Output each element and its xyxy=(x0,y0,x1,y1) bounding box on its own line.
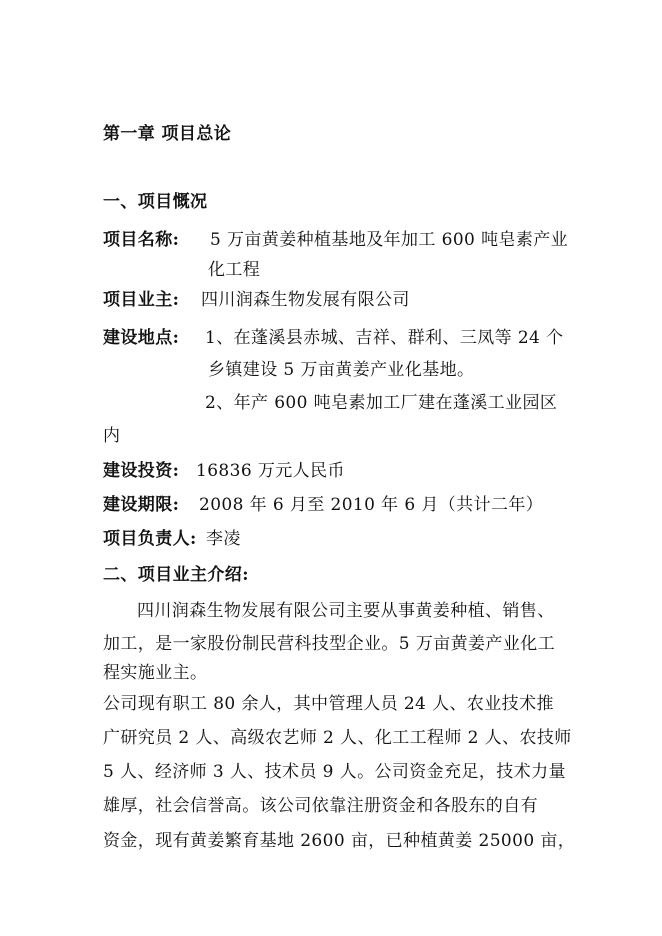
project-name-value-line1: 5 万亩黄姜种植基地及年加工 600 吨皂素产业 xyxy=(210,230,569,250)
owner-value: 四川润森生物发展有限公司 xyxy=(201,290,410,310)
location-line3: 2、年产 600 吨皂素加工厂建在蓬溪工业园区 xyxy=(205,393,558,413)
location-line2: 乡镇建设 5 万亩黄姜产业化基地。 xyxy=(208,360,475,380)
location-line1: 1、在蓬溪县赤城、吉祥、群利、三凤等 24 个 xyxy=(205,328,564,348)
para2-line5: 资金，现有黄姜繁育基地 2600 亩，已种植黄姜 25000 亩， xyxy=(103,831,576,851)
period-value: 2008 年 6 月至 2010 年 6 月（共计二年） xyxy=(199,495,544,515)
leader-label: 项目负责人: xyxy=(103,529,197,549)
chapter-title: 第一章 项目总论 xyxy=(103,124,232,144)
project-name-label: 项目名称: xyxy=(103,230,180,250)
investment-value: 16836 万元人民币 xyxy=(196,461,345,481)
location-line4: 内 xyxy=(103,426,121,446)
period-label: 建设期限: xyxy=(103,495,180,515)
location-label: 建设地点: xyxy=(103,328,180,348)
section1-heading: 一、项目慨况 xyxy=(103,192,208,212)
owner-label: 项目业主: xyxy=(103,290,180,310)
para1-line3: 程实施业主。 xyxy=(103,663,208,683)
para2-line1: 公司现有职工 80 余人，其中管理人员 24 人、农业技术推 xyxy=(103,694,554,714)
para1-line1: 四川润森生物发展有限公司主要从事黄姜种植、销售、 xyxy=(137,601,555,621)
para2-line3: 5 人、经济师 3 人、技术员 9 人。公司资金充足，技术力量 xyxy=(103,762,566,782)
section2-heading: 二、项目业主介绍: xyxy=(103,565,249,585)
para1-line2: 加工，是一家股份制民营科技型企业。5 万亩黄姜产业化工 xyxy=(103,634,556,654)
para2-line2: 广研究员 2 人、高级农艺师 2 人、化工工程师 2 人、农技师 xyxy=(103,728,572,748)
investment-label: 建设投资: xyxy=(103,461,180,481)
project-name-value-line2: 化工程 xyxy=(208,260,261,280)
leader-value: 李凌 xyxy=(206,529,241,549)
para2-line4: 雄厚，社会信誉高。该公司依靠注册资金和各股东的自有 xyxy=(103,796,538,816)
